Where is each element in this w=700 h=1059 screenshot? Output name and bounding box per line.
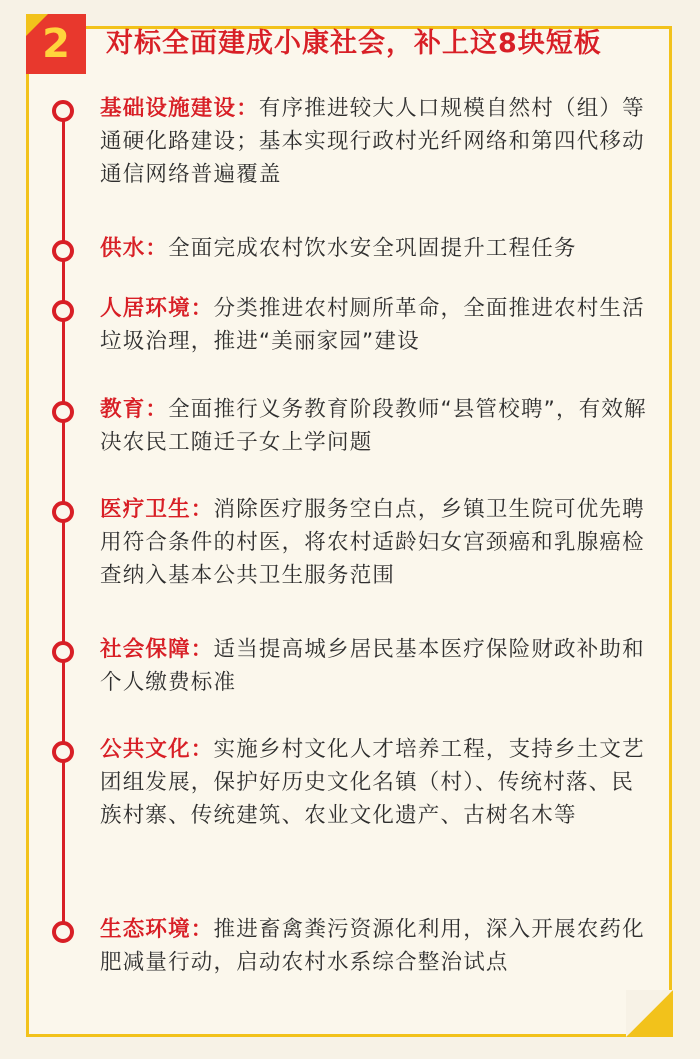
item-text xyxy=(100,733,656,832)
item-text xyxy=(100,633,656,699)
item-label: 生态环境： xyxy=(100,917,214,942)
item-text xyxy=(100,393,656,459)
item-text xyxy=(100,232,656,265)
item-text xyxy=(100,292,656,358)
section-number: 2 xyxy=(42,21,70,67)
timeline-dot-icon xyxy=(52,300,74,322)
item-label: 公共文化： xyxy=(100,737,214,762)
timeline-dot-icon xyxy=(52,240,74,262)
item-label: 医疗卫生： xyxy=(100,497,214,522)
timeline-dot-icon xyxy=(52,921,74,943)
item-text xyxy=(100,493,656,592)
item-label: 供水： xyxy=(100,236,169,261)
timeline-dot-icon xyxy=(52,501,74,523)
item-text xyxy=(100,92,656,191)
item-body: 分类推进农村厕所革命，全面推进农村生活垃圾治理，推进“美丽家园”建设 xyxy=(100,296,645,354)
item-body: 全面推行义务教育阶段教师“县管校聘”，有效解决农民工随迁子女上学问题 xyxy=(100,397,647,455)
item-label: 基础设施建设： xyxy=(100,96,259,121)
timeline-dot-icon xyxy=(52,741,74,763)
item-body: 实施乡村文化人才培养工程，支持乡土文艺团组发展，保护好历史文化名镇（村）、传统村落、民族村寨、传统建筑、农业文化遗产、古树名木等 xyxy=(100,737,645,828)
item-body: 有序推进较大人口规模自然村（组）等通硬化路建设；基本实现行政村光纤网络和第四代移动通信网络普遍覆盖 xyxy=(100,96,645,187)
item-label: 教育： xyxy=(100,397,169,422)
item-body: 推进畜禽粪污资源化利用，深入开展农药化肥减量行动，启动农村水系综合整治试点 xyxy=(100,917,645,975)
page-title: 对标全面建成小康社会，补上这8块短板 xyxy=(106,28,602,59)
item-text xyxy=(100,913,656,979)
item-label: 人居环境： xyxy=(100,296,214,321)
timeline-dot-icon xyxy=(52,641,74,663)
item-body: 适当提高城乡居民基本医疗保险财政补助和个人缴费标准 xyxy=(100,637,645,695)
item-label: 社会保障： xyxy=(100,637,214,662)
item-body: 全面完成农村饮水安全巩固提升工程任务 xyxy=(168,236,577,261)
folded-corner-shade xyxy=(626,990,673,1037)
badge-corner-decoration xyxy=(26,14,48,36)
item-body: 消除医疗服务空白点，乡镇卫生院可优先聘用符合条件的村医，将农村适龄妇女宫颈癌和乳腺癌检查纳入基本公共卫生服务范围 xyxy=(100,497,645,588)
timeline-dot-icon xyxy=(52,100,74,122)
timeline-dot-icon xyxy=(52,401,74,423)
